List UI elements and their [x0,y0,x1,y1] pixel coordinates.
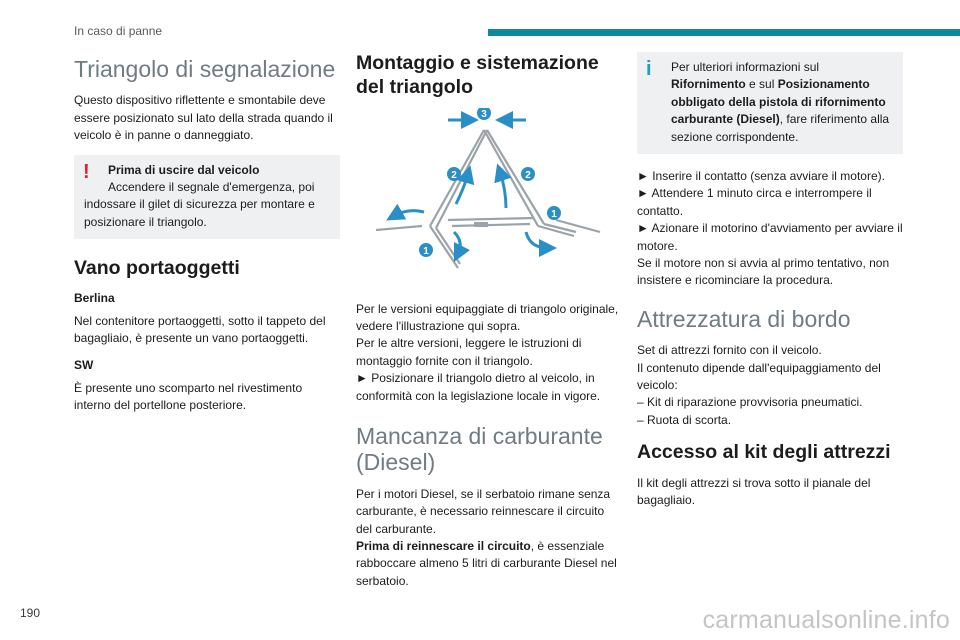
assembly-title: Montaggio e sistemazione del triangolo [356,52,599,98]
triangle-assembly-illustration [356,108,622,278]
storage-title: Vano portaoggetti [74,257,240,280]
triangle-title: Triangolo di segnalazione [74,56,336,82]
step-2: ► Attendere 1 minuto circa e interrompere il contatto. [637,186,872,218]
callout-1-left: 1 [423,245,429,257]
fuel-priming-paragraph [356,538,622,590]
triangle-intro: Questo dispositivo riflettente e smontabile deve essere posizionato sul lato della strada quando il veicolo è in panne o danneggiato. [74,93,333,143]
callout-1-right: 1 [551,208,557,220]
watermark: carmanualsonline.info [702,606,950,634]
info-box [637,52,903,154]
assembly-text-block [356,301,622,405]
berlina-label: Berlina [74,290,115,305]
sw-text: È presente uno scomparto nel rivestimento interno del portellone posteriore. [74,380,303,413]
header-accent-bar [488,29,960,36]
info-body [647,76,893,146]
fuel-title: Mancanza di carburante (Diesel) [356,422,603,476]
callout-2-left: 2 [451,169,457,181]
column-1 [74,52,340,425]
warning-text-rest: indossare il gilet di sicurezza per montare e posizionare il triangolo. [84,197,315,229]
assembly-text-2: Per le altre versioni, leggere le istruzioni di montaggio fornite con il triangolo. [356,336,582,368]
restart-steps [637,168,903,290]
warning-title: Prima di uscire dal veicolo [108,162,260,177]
warning-text-first: Accendere il segnale d'emergenza, poi [108,180,315,194]
column-2 [356,52,622,600]
access-title: Accesso al kit degli attrezzi [637,441,891,464]
callout-3: 3 [481,108,487,120]
tools-list [637,342,903,429]
access-text: Il kit degli attrezzi si trova sotto il pianale del bagagliaio. [637,475,871,508]
fuel-text: Per i motori Diesel, se il serbatoio rimane senza carburante, è necessario reinnescare il circuito del carburante. [356,486,611,536]
info-bold-1: Rifornimento [671,77,746,92]
tools-line-2: Il contenuto dipende dall'equipaggiamento del veicolo: [637,360,881,392]
berlina-text: Nel contenitore portaoggetti, sotto il tappeto del bagagliaio, è presente un vano portaoggetti. [74,313,326,346]
fuel-text-2: , è essenziale rabboccare almeno 5 litri di carburante Diesel nel serbatoio. [356,538,617,588]
callout-2-right: 2 [525,169,531,181]
assembly-text-1: Per le versioni equipaggiate di triangolo originale, vedere l'illustrazione qui sopra. [356,301,619,333]
warning-box [74,155,340,240]
step-note: Se il motore non si avvia al primo tentativo, non insistere e ricominciare la procedura. [637,255,890,288]
assembly-step: ► Posizionare il triangolo dietro al veicolo, in conformità con la legislazione locale in vigore. [356,371,601,403]
step-3: ► Azionare il motorino d'avviamento per avviare il motore. [637,221,903,253]
tools-line-3: – Kit di riparazione provvisoria pneumatici. [637,395,863,410]
column-3 [637,52,903,520]
page-number: 190 [20,606,41,620]
info-first-line: Per ulteriori informazioni sul [671,60,820,74]
sw-label: SW [74,357,94,372]
step-1: ► Inserire il contatto (senza avviare il motore). [637,168,885,183]
tools-title: Attrezzatura di bordo [637,305,851,332]
tools-line-4: – Ruota di scorta. [637,412,732,427]
info-bold-2: Posizionamento obbligato della pistola di rifornimento carburante (Diesel) [671,77,886,127]
warning-exclamation-icon: ! [83,160,90,183]
info-text-3: , fare riferimento alla sezione corrispondente. [671,112,890,144]
header-section-title: In caso di panne [74,24,163,38]
fuel-bold: Prima di reinnescare il circuito [356,538,531,553]
info-text-2: e sul [745,77,778,92]
tools-line-1: Set di attrezzi fornito con il veicolo. [637,343,822,358]
info-icon: i [646,58,652,80]
